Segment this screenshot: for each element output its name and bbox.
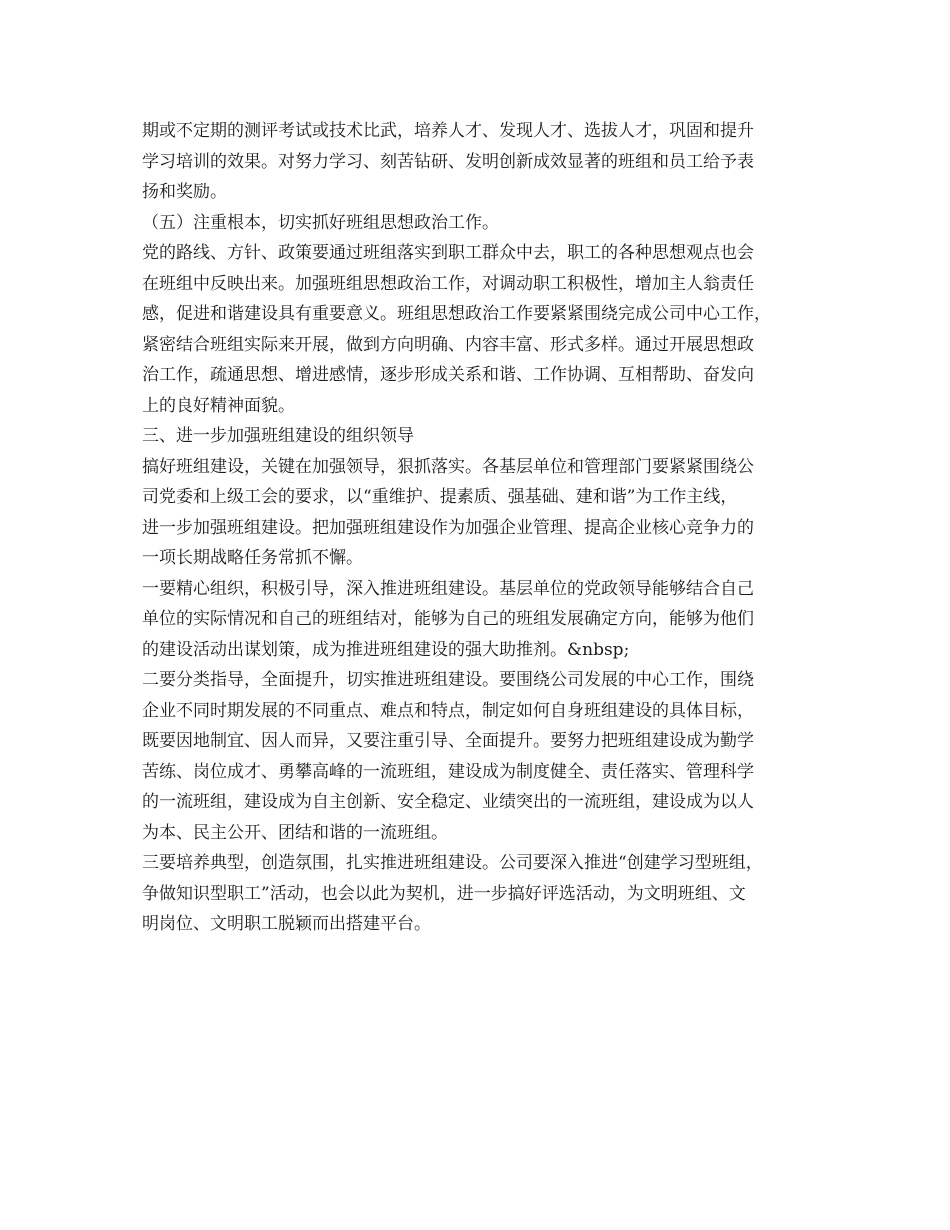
text-line: 为本、民主公开、团结和谐的一流班组。	[142, 822, 448, 843]
text-line: 司党委和上级工会的要求，以“重维护、提素质、强基础、建和谐”为工作主线，	[142, 487, 738, 507]
text-line: 期或不定期的测评考试或技术比武，培养人才、发现人才、选拔人才，巩固和提升	[142, 121, 754, 141]
text-line: 治工作，疏通思想、增进感情，逐步形成关系和谐、工作协调、互相帮助、奋发向	[142, 365, 754, 385]
text-line: 明岗位、文明职工脱颖而出搭建平台。	[142, 914, 431, 934]
text-line: 上的良好精神面貌。	[142, 395, 295, 416]
text-line: 既要因地制宜、因人而异，又要注重引导、全面提升。要努力把班组建设成为勤学	[142, 731, 754, 751]
text-line: 二要分类指导，全面提升，切实推进班组建设。要围绕公司发展的中心工作，围绕	[142, 670, 754, 690]
section-heading: 三、进一步加强班组建设的组织领导	[142, 426, 414, 446]
text-line: 企业不同时期发展的不同重点、难点和特点，制定如何自身班组建设的具体目标，	[142, 700, 754, 721]
text-line: 在班组中反映出来。加强班组思想政治工作，对调动职工积极性，增加主人翁责任	[142, 273, 754, 294]
text-line: 学习培训的效果。对努力学习、刻苦钻研、发明创新成效显著的班组和员工给予表	[142, 151, 754, 172]
text-line: 进一步加强班组建设。把加强班组建设作为加强企业管理、提高企业核心竞争力的	[142, 517, 754, 538]
section-heading: （五）注重根本，切实抓好班组思想政治工作。	[142, 212, 499, 233]
document-body	[142, 116, 822, 940]
text-line: 的建设活动出谋划策，成为推进班组建设的强大助推剂。&nbsp;	[142, 639, 630, 660]
text-line: 搞好班组建设，关键在加强领导，狠抓落实。各基层单位和管理部门要紧紧围绕公	[142, 456, 754, 477]
text-line: 一要精心组织，积极引导，深入推进班组建设。基层单位的党政领导能够结合自己	[142, 578, 754, 599]
text-line: 单位的实际情况和自己的班组结对，能够为自己的班组发展确定方向，能够为他们	[142, 609, 754, 629]
text-line: 一项长期战略任务常抓不懈。	[142, 548, 363, 568]
text-line: 争做知识型职工”活动，也会以此为契机，进一步搞好评选活动，为文明班组、文	[142, 883, 746, 904]
text-line: 党的路线、方针、政策要通过班组落实到职工群众中去，职工的各种思想观点也会	[142, 243, 754, 263]
text-line: 的一流班组，建设成为自主创新、安全稳定、业绩突出的一流班组，建设成为以人	[142, 792, 754, 812]
text-line: 三要培养典型，创造氛围，扎实推进班组建设。公司要深入推进“创建学习型班组，	[142, 853, 763, 873]
text-line: 紧密结合班组实际来开展，做到方向明确、内容丰富、形式多样。通过开展思想政	[142, 334, 754, 355]
text-line: 感，促进和谐建设具有重要意义。班组思想政治工作要紧紧围绕完成公司中心工作，	[142, 304, 771, 324]
text-line: 苦练、岗位成才、勇攀高峰的一流班组，建设成为制度健全、责任落实、管理科学	[142, 761, 754, 782]
text-line: 扬和奖励。	[142, 182, 227, 202]
